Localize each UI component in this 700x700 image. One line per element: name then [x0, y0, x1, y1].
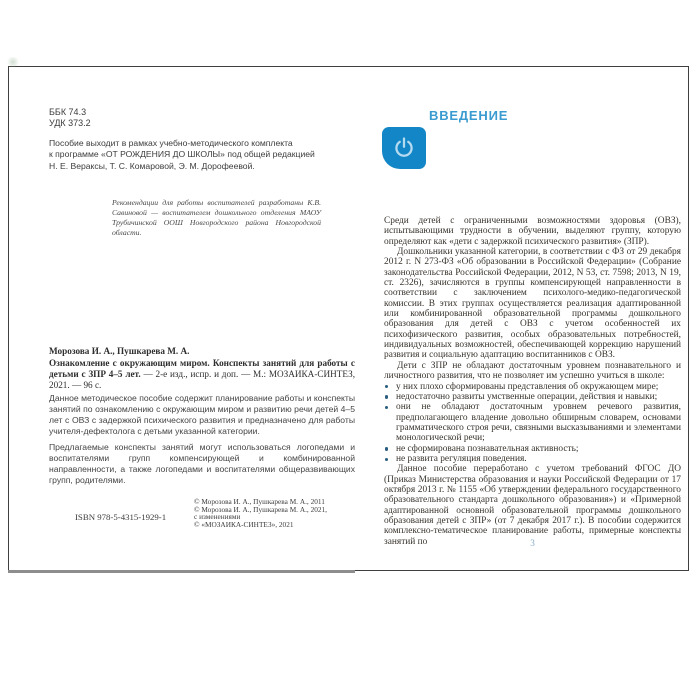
- classification-codes: [49, 107, 91, 128]
- section-title: ВВЕДЕНИЕ: [429, 108, 509, 123]
- series-note-line: Пособие выходит в рамках учебно-методического комплекта: [49, 138, 293, 148]
- authors-line: Морозова И. А., Пушкарева М. А.: [49, 346, 190, 356]
- isbn: ISBN 978-5-4315-1929-1: [75, 512, 167, 522]
- bullet-text: не сформирована познавательная активность;: [396, 443, 579, 454]
- bullet-item: [384, 382, 681, 392]
- copyright-line: с изменениями: [194, 512, 241, 521]
- bullet-item: [384, 402, 681, 443]
- bullet-text: недостаточно развиты умственные операции, действия и навыки;: [396, 391, 658, 402]
- bullet-dot-icon: [385, 395, 388, 398]
- annotation-paragraph: Предлагаемые конспекты занятий могут использоваться логопедами и воспитателями групп компенсирующей и комбинированной направленности, а также логопедами и воспитателями общеразвивающих групп, родителями.: [49, 442, 355, 485]
- copyright-line: © Морозова И. А., Пушкарева М. А., 2021,: [194, 504, 327, 514]
- bullet-text: не развита регуляция поведения.: [396, 453, 527, 464]
- bullet-text: у них плохо сформированы представления об окружающем мире;: [396, 381, 659, 392]
- introduction-text: [384, 216, 681, 547]
- section-icon-badge: [382, 127, 426, 169]
- left-page-bottom-edge: [8, 570, 355, 574]
- bullet-dot-icon: [385, 458, 388, 461]
- bbk-code: ББК 74.3: [49, 107, 87, 117]
- intro-paragraph: Дошкольники указанной категории, в соответствии с ФЗ от 29 декабря 2012 г. N 273-ФЗ «Об образовании в Российской Федерации» (Собрание законодательства Российской Федерации, 2012, N 53, ст. 7598; 2013, N 19, ст. 2326), зачисляются в группы компенсирующей направленности в соответствии с заключением психолого-медико-педагогической комиссии. В этих группах осуществляется реализация адаптированной или комбинированной образовательной программы дошкольного образования для детей с ОВЗ с учетом особенностей их психофизического развития, особых образовательных потребностей, индивидуальных возможностей, обеспечивающей коррекцию нарушений развития и социальную адаптацию воспитанников с ОВЗ.: [384, 247, 681, 361]
- bullet-dot-icon: [385, 385, 388, 388]
- bibliographic-entry: [49, 346, 355, 391]
- bullet-item: [384, 454, 681, 464]
- copyright-line: © Морозова И. А., Пушкарева М. А., 2011: [194, 497, 325, 506]
- bullet-dot-icon: [385, 406, 388, 409]
- recommendation-note: Рекомендации для работы воспитателей разработаны К.В. Савиновой — воспитателем дошкольного отделения МАОУ Трубичинской ООШ Новгородского района Новгородской области.: [112, 198, 321, 237]
- annotation-paragraph: Данное методическое пособие содержит планирование работы и конспекты занятий по ознакомлению с окружающим миром и развитию речи детей 4–5 лет с ОВЗ с задержкой психического развития и предназначено для работы учителя-дефектолога с детьми указанной категории.: [49, 393, 355, 436]
- page-number: 3: [530, 538, 535, 548]
- edition-info: — 2-е изд., испр. и доп. — М.: МОЗАИКА-СИНТЕЗ, 2021. — 96 с.: [49, 369, 356, 390]
- bullet-dot-icon: [385, 447, 388, 450]
- series-note: [49, 138, 315, 172]
- bullet-item: [384, 444, 681, 454]
- series-note-line: Н. Е. Вераксы, Т. С. Комаровой, Э. М. Дорофеевой.: [49, 160, 255, 171]
- bullet-text: они не обладают достаточным уровнем речевого развития, предполагающего владение довольно обширным словарем, основами грамматического строя речи, связными высказываниями и элементами монологической речи;: [396, 402, 681, 444]
- power-icon: [391, 135, 417, 161]
- biblio-description: [49, 358, 355, 391]
- copyright-block: [194, 498, 327, 528]
- udk-code: УДК 373.2: [49, 117, 91, 128]
- series-note-line: к программе «ОТ РОЖДЕНИЯ ДО ШКОЛЫ» под общей редакцией: [49, 149, 315, 160]
- book-title: Ознакомление с окружающим миром. Конспекты занятий для работы с детьми с ЗПР 4–5 лет.: [49, 358, 355, 379]
- intro-paragraph: Дети с ЗПР не обладают достаточным уровнем познавательного и личностного развития, что не позволяет им успешно учиться в школе:: [384, 360, 681, 382]
- intro-paragraph: Среди детей с ограниченными возможностями здоровья (ОВЗ), испытывающими трудности в обучении, выделяют группу, которую определяют как «дети с задержкой психического развития» (ЗПР).: [384, 216, 681, 247]
- copyright-line: © «МОЗАИКА-СИНТЕЗ», 2021: [194, 519, 294, 529]
- intro-paragraph: Данное пособие переработано с учетом требований ФГОС ДО (Приказ Министерства образования и науки Российской Федерации от 17 октября 2013 г. № 1155 «Об утверждении федерального государственного образовательного стандарта дошкольного образования») и «Примерной адаптированной основной образовательной программы дошкольного образования детей с ЗПР» (от 7 декабря 2017 г.). В пособии содержится комплексно-тематическое планирование работы, примерные конспекты занятий по: [384, 464, 681, 547]
- book-spread: [8, 66, 689, 571]
- bullet-item: [384, 392, 681, 402]
- scan-artifact: [6, 57, 20, 67]
